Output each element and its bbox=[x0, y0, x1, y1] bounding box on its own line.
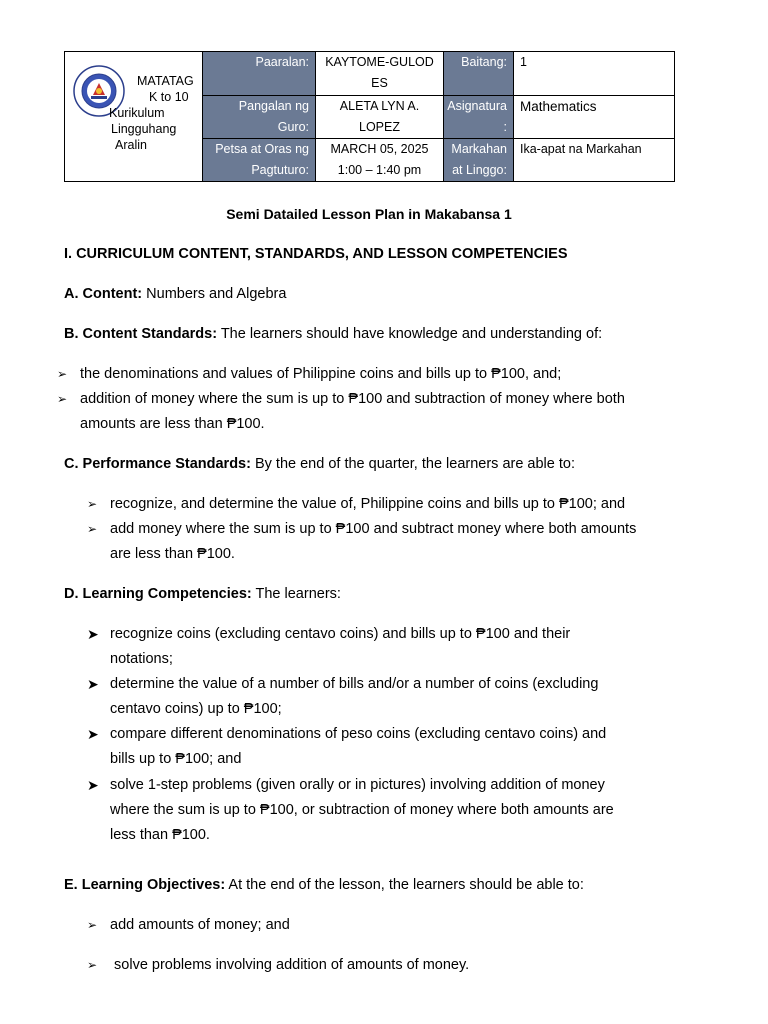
section-heading: I. CURRICULUM CONTENT, STANDARDS, AND LESSON COMPETENCIES bbox=[64, 246, 568, 262]
subject-label: Asignatura : bbox=[444, 96, 514, 139]
list-item-continued: less than ₱100. bbox=[110, 827, 210, 843]
logo-text-line: Kurikulum bbox=[109, 106, 165, 120]
arrow-bullet-icon: ➤ bbox=[87, 777, 99, 793]
list-item: addition of money where the sum is up to ₱100 and subtraction of money where both bbox=[80, 391, 625, 407]
logo-text-line: Aralin bbox=[115, 138, 147, 152]
logo-text-line: Lingguhang bbox=[111, 122, 177, 136]
school-value: KAYTOME-GULOD ES bbox=[316, 52, 444, 96]
school-label: Paaralan: bbox=[203, 52, 316, 96]
header-table bbox=[64, 51, 675, 182]
logo-text-line: MATATAG bbox=[137, 74, 194, 88]
arrow-bullet-icon: ➢ bbox=[87, 958, 98, 972]
quarter-value: Ika-apat na Markahan bbox=[520, 142, 642, 156]
list-item-continued: amounts are less than ₱100. bbox=[80, 416, 265, 432]
list-item-continued: notations; bbox=[110, 651, 173, 667]
arrow-bullet-icon: ➢ bbox=[87, 497, 98, 511]
list-item: solve 1-step problems (given orally or in pictures) involving addition of money bbox=[110, 777, 605, 793]
list-item: recognize, and determine the value of, Philippine coins and bills up to ₱100; and bbox=[110, 496, 626, 512]
teacher-value: ALETA LYN A. LOPEZ bbox=[316, 96, 444, 139]
content-label: A. Content: bbox=[64, 286, 143, 302]
objectives-line bbox=[64, 873, 704, 898]
grade-label: Baitang: bbox=[444, 52, 514, 96]
arrow-bullet-icon: ➤ bbox=[87, 626, 99, 642]
list-item: the denominations and values of Philippine coins and bills up to ₱100, and; bbox=[80, 366, 562, 382]
list-item: compare different denominations of peso coins (excluding centavo coins) and bbox=[110, 726, 607, 742]
list-item: solve problems involving addition of amounts of money. bbox=[110, 957, 470, 973]
teacher-label: Pangalan ng Guro: bbox=[203, 96, 316, 139]
competencies-line bbox=[64, 582, 704, 607]
document-title: Semi Datailed Lesson Plan in Makabansa 1 bbox=[226, 206, 512, 222]
arrow-bullet-icon: ➢ bbox=[87, 918, 98, 932]
competencies-label: D. Learning Competencies: bbox=[64, 586, 252, 602]
performance-standards-label: C. Performance Standards: bbox=[64, 456, 251, 472]
logo-text-line: K to 10 bbox=[149, 90, 189, 104]
subject-value: Mathematics bbox=[514, 96, 674, 139]
objectives-text: At the end of the lesson, the learners should be able to: bbox=[225, 877, 584, 893]
list-item-continued: bills up to ₱100; and bbox=[110, 751, 242, 767]
grade-value: 1 bbox=[514, 52, 674, 96]
content-standards-label: B. Content Standards: bbox=[64, 326, 218, 342]
date-label: Petsa at Oras ng Pagtuturo: bbox=[203, 139, 316, 181]
list-item: add amounts of money; and bbox=[110, 917, 290, 933]
logo-cell bbox=[65, 52, 203, 181]
objectives-label: E. Learning Objectives: bbox=[64, 877, 226, 893]
content-standards-text: The learners should have knowledge and understanding of: bbox=[217, 326, 603, 342]
quarter-label: Markahan at Linggo: bbox=[444, 139, 514, 181]
date-value: MARCH 05, 2025 1:00 – 1:40 pm bbox=[316, 139, 444, 181]
list-item-continued: where the sum is up to ₱100, or subtraction of money where both amounts are bbox=[110, 802, 614, 818]
competencies-text: The learners: bbox=[251, 586, 341, 602]
performance-standards-line bbox=[64, 452, 704, 477]
arrow-bullet-icon: ➢ bbox=[57, 367, 68, 381]
performance-standards-text: By the end of the quarter, the learners are able to: bbox=[250, 456, 575, 472]
arrow-bullet-icon: ➤ bbox=[87, 726, 99, 742]
list-item-continued: are less than ₱100. bbox=[110, 546, 235, 562]
content-text: Numbers and Algebra bbox=[142, 286, 287, 302]
arrow-bullet-icon: ➢ bbox=[87, 522, 98, 536]
content-line bbox=[64, 282, 704, 307]
content-standards-line bbox=[64, 322, 704, 347]
arrow-bullet-icon: ➤ bbox=[87, 676, 99, 692]
list-item: recognize coins (excluding centavo coins) and bills up to ₱100 and their bbox=[110, 626, 571, 642]
list-item: add money where the sum is up to ₱100 and subtract money where both amounts bbox=[110, 521, 637, 537]
list-item: determine the value of a number of bills and/or a number of coins (excluding bbox=[110, 676, 599, 692]
list-item-continued: centavo coins) up to ₱100; bbox=[110, 701, 282, 717]
arrow-bullet-icon: ➢ bbox=[57, 392, 68, 406]
